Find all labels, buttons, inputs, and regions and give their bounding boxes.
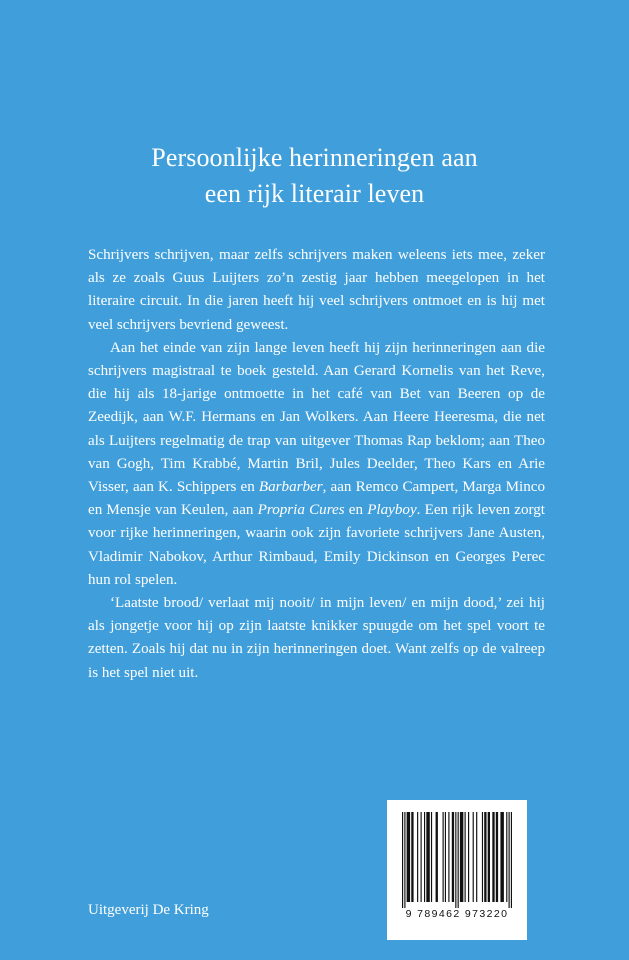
barcode-bar <box>511 812 512 908</box>
barcode-bar <box>407 812 410 902</box>
barcode-bar <box>436 812 438 902</box>
barcode-bar <box>455 812 456 908</box>
barcode-bar <box>465 812 466 902</box>
blurb-paragraph-3: ‘Laatste brood/ verlaat mij nooit/ in mijn leven/ en mijn dood,’ zei hij als jongetje voor hij op zijn laatste knikker spuugde om het spel voort te zetten. Zoals hij dat nu in zijn herinneringen doet. Want zelfs op de valreep is het spel niet uit. <box>88 595 545 681</box>
barcode-bar <box>448 812 449 902</box>
barcode-bar <box>426 812 429 902</box>
barcode-bar <box>496 812 498 902</box>
blurb-paragraph-1: Schrijvers schrijven, maar zelfs schrijvers maken weleens iets mee, zeker als ze zoals Guus Luijters zo’n zestig jaar hebben meegelopen in het literaire circuit. In die jaren heeft hij veel schrijvers ontmoet en is hij met veel schrijvers bevriend geweest. <box>88 247 545 333</box>
barcode-bar <box>492 812 494 902</box>
barcode-bar <box>445 812 446 902</box>
barcode-bar <box>476 812 477 902</box>
barcode-bar <box>443 812 444 902</box>
barcode-bar <box>402 812 403 908</box>
isbn-barcode <box>387 800 527 940</box>
barcode-bar <box>417 812 418 902</box>
barcode-bar <box>506 812 507 902</box>
barcode-bar <box>488 812 490 902</box>
barcode-bar <box>500 812 503 902</box>
blurb-text <box>88 244 545 685</box>
propria-cures-title: Propria Cures <box>257 502 345 519</box>
barcode-bars <box>402 812 512 908</box>
paragraph-2-text-c: en <box>344 502 368 519</box>
heading-line-2: een rijk literair leven <box>204 179 425 208</box>
barcode-bar <box>468 812 469 902</box>
barcode-bar <box>404 812 405 908</box>
paragraph-2-text-d: . Een rijk leven zorgt voor rijke herinneringen, waarin ook zijn favoriete schrijvers Jane Austen, Vladimir Nabokov, Arthur Rimbaud, Emily Dickinson en Georges Perec hun rol spelen. <box>88 502 545 588</box>
paragraph-2-text-b: , aan Remco Campert, Marga Minco en Mensje van Keulen, aan <box>88 479 545 519</box>
barcode-bar <box>484 812 486 902</box>
publisher-name: Uitgeverij De Kring <box>88 902 209 918</box>
cover-heading <box>0 140 629 212</box>
heading-line-1: Persoonlijke herinneringen aan <box>151 143 478 172</box>
barbarber-title: Barbarber <box>258 479 323 496</box>
barcode-bar <box>431 812 432 902</box>
playboy-title: Playboy <box>367 502 417 519</box>
barcode-bar <box>411 812 413 902</box>
barcode-bar <box>473 812 474 902</box>
isbn-number: 9 789462 973220 <box>405 908 509 920</box>
barcode-bar <box>509 812 510 908</box>
blurb-paragraph-2 <box>88 337 545 592</box>
barcode-bar <box>482 812 483 902</box>
barcode-bar <box>458 812 459 908</box>
barcode-bar <box>421 812 422 902</box>
barcode-bar <box>460 812 463 902</box>
barcode-bar <box>452 812 454 902</box>
barcode-bar <box>424 812 425 902</box>
paragraph-2-text-a: Aan het einde van zijn lange leven heeft hij zijn herinneringen aan die schrijvers magistraal te boek gesteld. Aan Gerard Kornelis van het Reve, die hij als 18-jarige ontmoette in het café van Bet van Beeren op de Zeedijk, aan W.F. Hermans en Jan Wolkers. Aan Heere Heeresma, die net als Luijters regelmatig de trap van uitgever Thomas Rap beklom; aan Theo van Gogh, Tim Krabbé, Martin Bril, Jules Deelder, Theo Kars en Arie Visser, aan K. Schippers en <box>88 339 545 496</box>
